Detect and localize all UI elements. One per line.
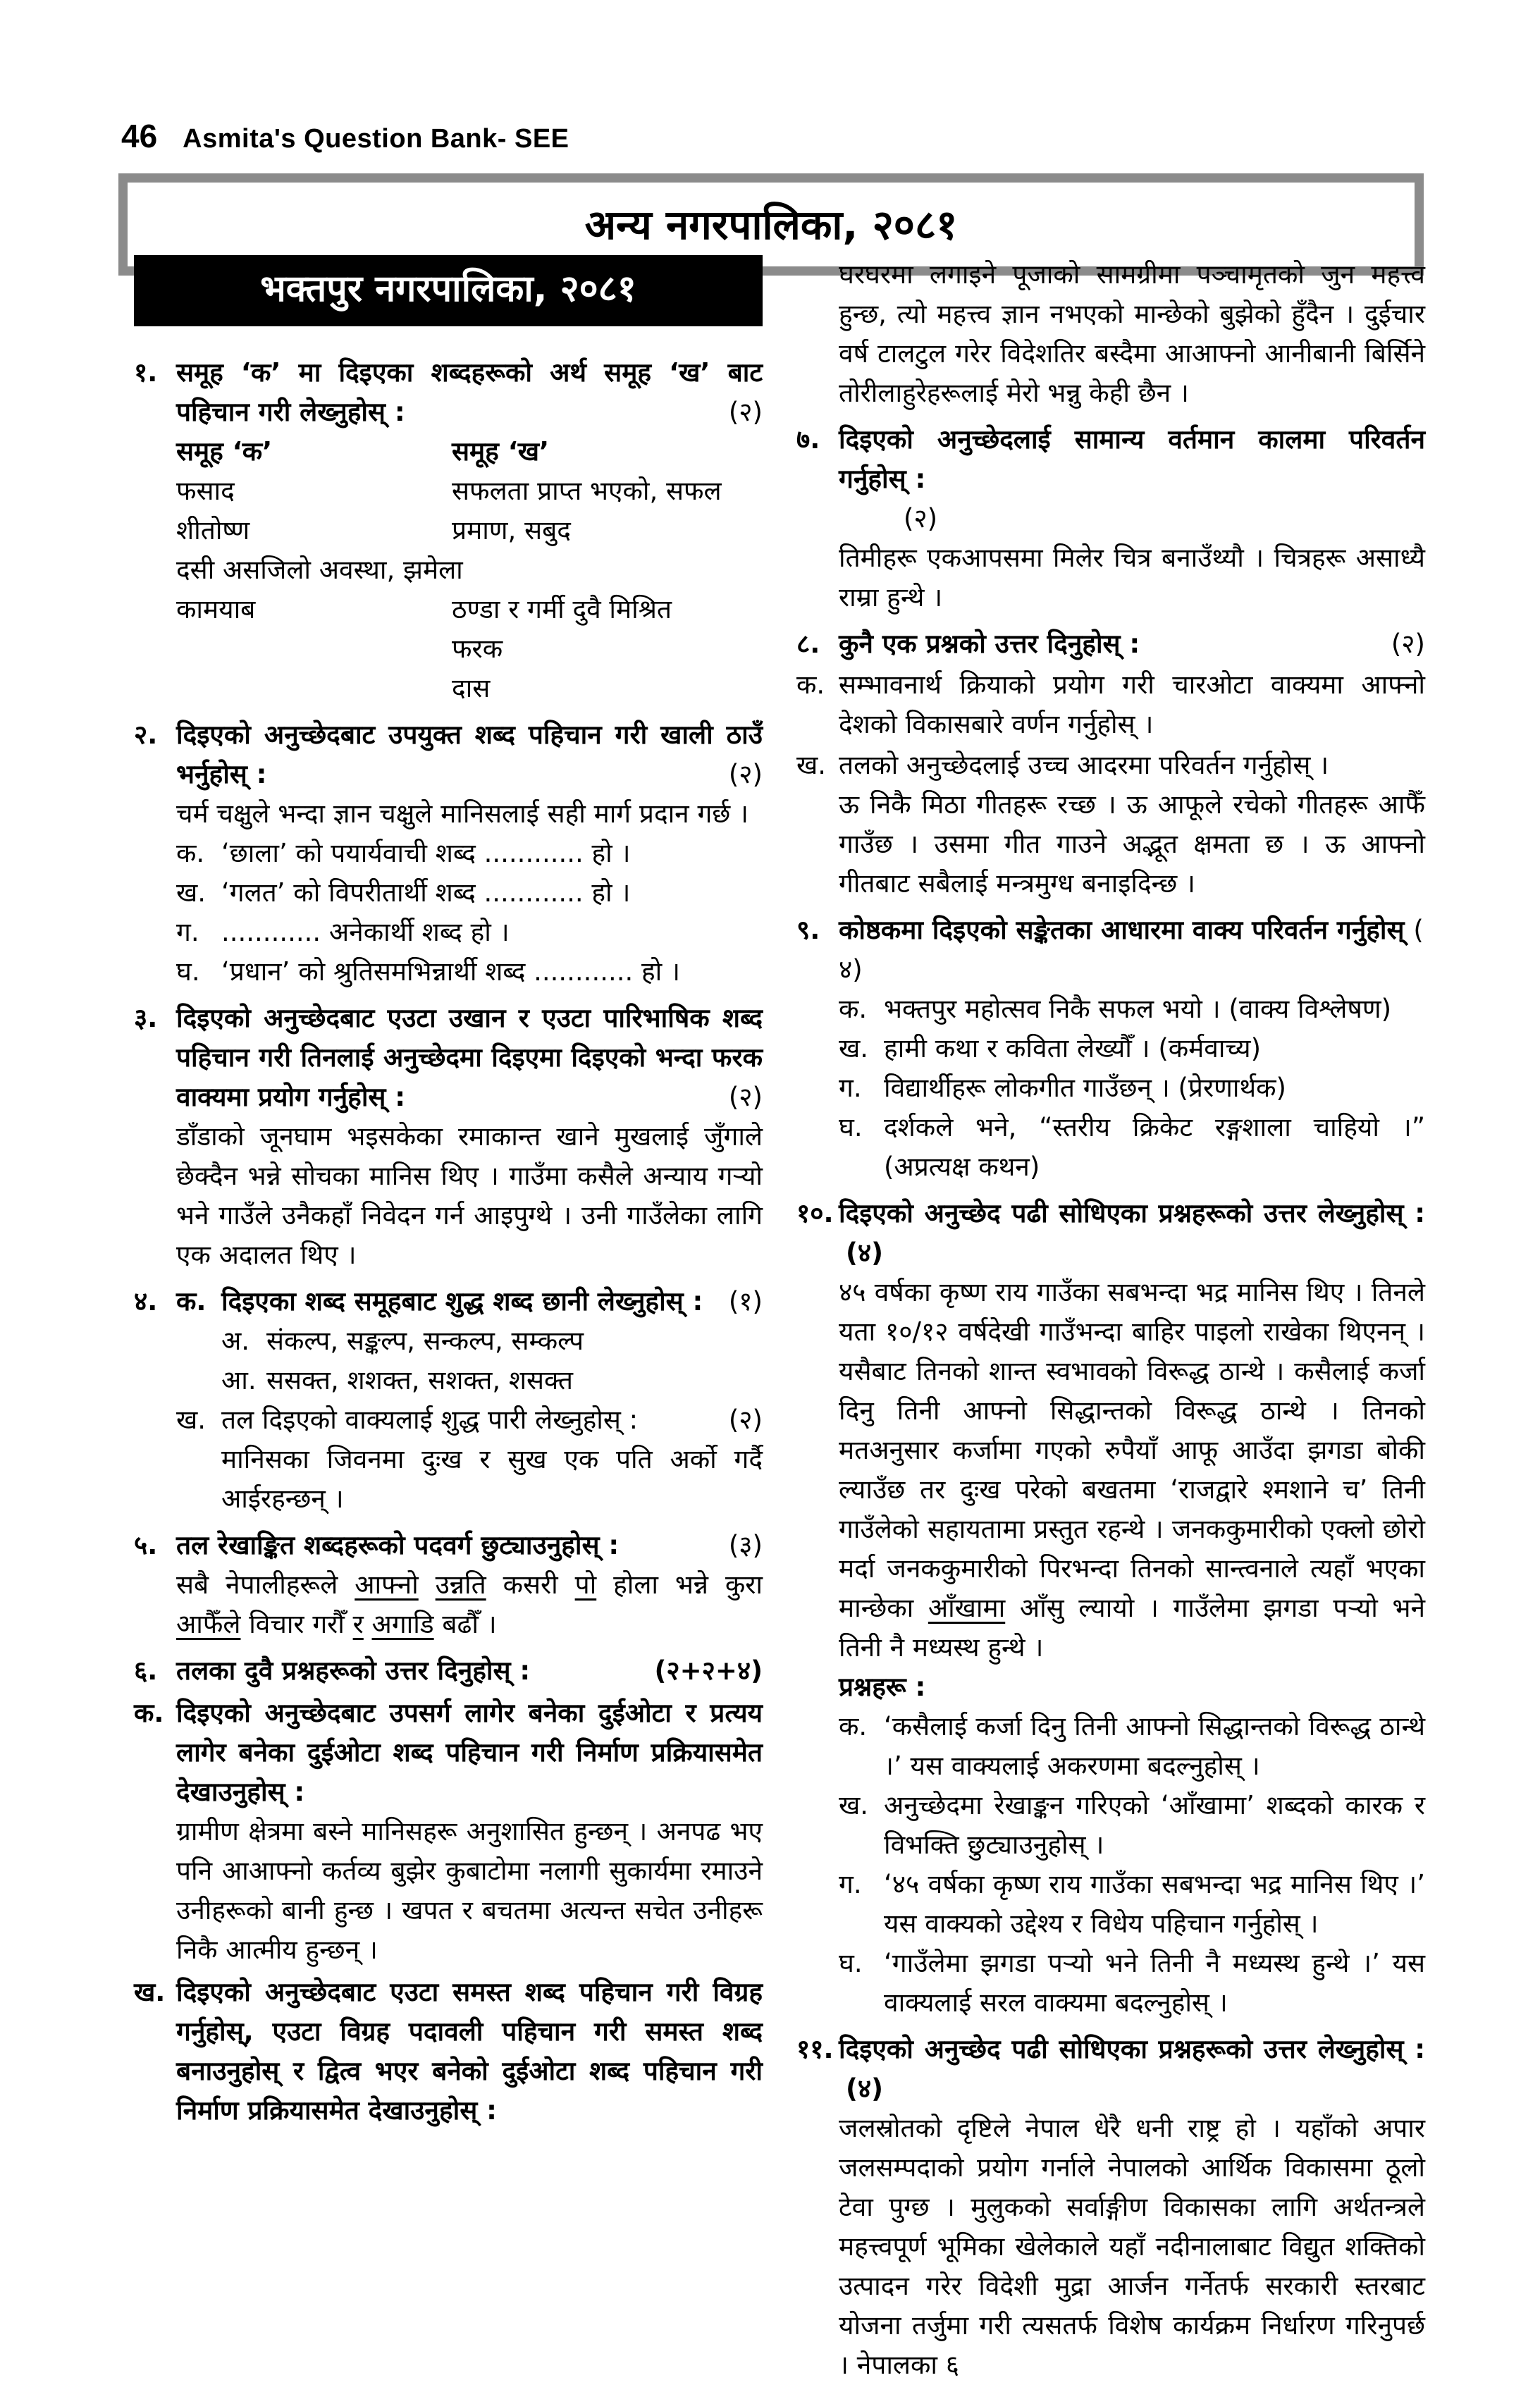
question-2-heading xyxy=(176,715,763,794)
underlined-word: उन्नति xyxy=(435,1570,486,1600)
question-2-marks: (२) xyxy=(728,759,763,789)
question-2-item-ga xyxy=(176,913,763,952)
question-7-passage: तिमीहरू एकआपसमा मिलेर चित्र बनाउँथ्यौ । चित्रहरू असाध्यै राम्रा हुन्थे । xyxy=(839,543,1425,612)
item-text: दर्शकले भने, “स्तरीय क्रिकेट रङ्गशाला चाहियो ।” (अप्रत्यक्ष कथन) xyxy=(884,1112,1425,1182)
book-title: Asmita's Question Bank- SEE xyxy=(183,124,569,154)
question-10-subheading: प्रश्नहरू : xyxy=(839,1672,926,1702)
question-6-part-ka xyxy=(134,1694,763,1970)
item-letter: ग. xyxy=(839,1073,862,1103)
question-7 xyxy=(796,420,1425,617)
question-4a-heading xyxy=(221,1282,763,1321)
question-8-heading xyxy=(839,624,1425,664)
match-cell-a: कामयाब xyxy=(176,594,256,624)
question-8-number: ८. xyxy=(796,629,820,659)
question-6-marks: (२+२+४) xyxy=(654,1656,763,1686)
item-letter: ख. xyxy=(176,877,207,908)
question-2-item-gha xyxy=(176,952,763,992)
item-text: ‘गाउँलेमा झगडा पऱ्यो भने तिनी नै मध्यस्थ हुन्थे ।’ यस वाक्यलाई सरल वाक्यमा बदल्नुहोस् । xyxy=(884,1948,1425,2018)
right-column xyxy=(796,255,1425,2392)
question-11-passage: जलस्रोतको दृष्टिले नेपाल धेरै धनी राष्ट्र हो । यहाँको अपार जलसम्पदाको प्रयोग गर्नाले नेपालको आर्थिक विकासमा ठूलो टेवा पुग्छ । मुलुकको सर्वाङ्गीण विकासका लागि अर्थतन्त्रले महत्त्वपूर्ण भूमिका खेलेकाले यहाँ नदीनालाबाट विद्युत शक्तिको उत्पादन गरेर विदेशी मुद्रा आर्जन गर्नेतर्फ सरकारी स्तरबाट योजना तर्जुमा गरी त्यसतर्फ विशेष कार्यक्रम निर्धारण गरिनुपर्छ । नेपालका ६ xyxy=(839,2113,1425,2380)
question-9-item-kha xyxy=(839,1029,1425,1068)
intro-gutter xyxy=(796,255,839,413)
match-cell-b: दास xyxy=(452,673,491,703)
question-2-passage: चर्म चक्षुले भन्दा ज्ञान चक्षुले मानिसलाई सही मार्ग प्रदान गर्छ । xyxy=(176,799,749,829)
section-title: भक्तपुर नगरपालिका, २०८१ xyxy=(260,268,636,310)
question-8-part-kha xyxy=(796,746,1425,904)
match-col-b-header: समूह ‘ख’ xyxy=(452,436,550,467)
question-8-heading-text: कुनै एक प्रश्नको उत्तर दिनुहोस् : xyxy=(839,629,1140,659)
underlined-word: आँखामा xyxy=(928,1593,1006,1623)
item-text: भक्तपुर महोत्सव निकै सफल भयो । (वाक्य विश्लेषण) xyxy=(884,994,1392,1024)
question-8a-text: सम्भावनार्थ क्रियाको प्रयोग गरी चारओटा वाक्यमा आफ्नो देशको विकासबारे वर्णन गर्नुहोस् । xyxy=(839,670,1425,739)
question-10-content xyxy=(839,1194,1425,2023)
item-letter: क. xyxy=(176,838,205,868)
question-8b-text: तलको अनुच्छेदलाई उच्च आदरमा परिवर्तन गर्नुहोस् । xyxy=(839,750,1329,780)
question-5-marks: (३) xyxy=(728,1530,763,1560)
question-8-content xyxy=(839,624,1425,664)
question-6a-passage: ग्रामीण क्षेत्रमा बस्ने मानिसहरू अनुशासित हुन्छन् । अनपढ भए पनि आआफ्नो कर्तव्य बुझेर कुबाटोमा नलागी सुकार्यमा रमाउने उनीहरूको बानी हुन्छ । खपत र बचतमा अत्यन्त सचेत उनीहरू निकै आत्मीय हुन्छन् । xyxy=(176,1816,763,1965)
page-number: 46 xyxy=(121,118,158,154)
question-4-part-ka xyxy=(176,1282,763,1400)
question-4 xyxy=(134,1282,763,1519)
question-8-part-ka xyxy=(796,665,1425,744)
question-10-heading-text: दिइएको अनुच्छेद पढी सोधिएका प्रश्नहरूको उत्तर लेख्नुहोस् : xyxy=(839,1198,1425,1228)
item-letter: ख. xyxy=(839,1790,869,1820)
question-5-sentence xyxy=(176,1565,763,1644)
match-row xyxy=(176,471,763,511)
question-4a-item-aa xyxy=(221,1361,763,1400)
match-row xyxy=(176,511,763,550)
question-11 xyxy=(796,2030,1425,2385)
part-content xyxy=(839,665,1425,744)
question-3-content xyxy=(176,999,763,1275)
question-5-content xyxy=(176,1526,763,1644)
item-letter: ग. xyxy=(176,917,199,947)
question-6b-heading: दिइएको अनुच्छेदबाट एउटा समस्त शब्द पहिचान गरी विग्रह गर्नुहोस्, एउटा विग्रह पदावली पहिचान गरी समस्त शब्द बनाउनुहोस् र द्वित्व भएर बनेको दुईओटा शब्द पहिचान गरी निर्माण प्रक्रियासमेत देखाउनुहोस् : xyxy=(176,1977,763,2126)
question-2-content xyxy=(176,715,763,992)
item-text: हामी कथा र कविता लेख्यौँ । (कर्मवाच्य) xyxy=(884,1033,1262,1064)
passage-part: ४५ वर्षका कृष्ण राय गाउँका सबभन्दा भद्र मानिस थिए । तिनले यता १०/१२ वर्षदेखी गाउँभन्दा बाहिर पाइलो राखेका थिएनन् । यसैबाट तिनको शान्त स्वभावको विरूद्ध ठान्थे । कसैलाई कर्जा दिनु तिनी आफ्नो सिद्धान्तको विरूद्ध ठान्थे । तिनको मतअनुसार कर्जामा गएको रुपैयाँ आफू आउँदा झगडा बोकी ल्याउँछ तर दुःख परेको बखतमा ‘राजद्वारे श्मशाने च’ तिनी गाउँलेको सहायतामा प्रस्तुत रहन्थे । जनककुमारीको एक्लो छोरो मर्दा जनककुमारीको पिरभन्दा तिनको सान्त्वनाले त्यहाँ भएका मान्छेका xyxy=(839,1277,1425,1623)
part-letter: क. xyxy=(134,1698,164,1728)
match-cell-a: दसी असजिलो अवस्था, झमेला xyxy=(176,555,463,585)
question-3-marks: (२) xyxy=(728,1082,763,1112)
section-title-bar xyxy=(134,255,763,326)
question-10-item-kha xyxy=(839,1786,1425,1865)
item-text: ‘छाला’ को पयार्यवाची शब्द ............ हो । xyxy=(221,838,631,868)
question-2-item-kha xyxy=(176,873,763,913)
question-3-heading xyxy=(176,999,763,1117)
question-4a-item-a xyxy=(221,1321,763,1361)
item-text: ‘कसैलाई कर्जा दिनु तिनी आफ्नो सिद्धान्तको विरूद्ध ठान्थे ।’ यस वाक्यलाई अकरणमा बदल्नुहोस् । xyxy=(884,1711,1425,1781)
sentence-part: होला भन्ने कुरा xyxy=(596,1570,763,1600)
item-letter: क. xyxy=(839,994,868,1024)
item-letter: ख. xyxy=(839,1033,869,1064)
sentence-part xyxy=(364,1609,372,1639)
question-9-marks-close: ४) xyxy=(839,954,863,985)
question-4b-sentence: मानिसका जिवनमा दुःख र सुख एक पति अर्को गर्दै आईरहन्छन् । xyxy=(221,1444,763,1514)
question-5-heading xyxy=(176,1526,763,1565)
item-text: ‘४५ वर्षका कृष्ण राय गाउँका सबभन्दा भद्र मानिस थिए ।’ यस वाक्यको उद्देश्य र विधेय पहिचान गर्नुहोस् । xyxy=(884,1869,1425,1939)
question-1 xyxy=(134,353,763,708)
item-text: ‘गलत’ को विपरीतार्थी शब्द ............ हो । xyxy=(221,877,631,908)
question-5 xyxy=(134,1526,763,1644)
question-5-heading-text: तल रेखाङ्कित शब्दहरूको पदवर्ग छुट्याउनुहोस् : xyxy=(176,1530,620,1560)
question-6-content xyxy=(176,1651,763,1691)
question-9-number: ९. xyxy=(796,915,820,945)
question-4b-heading xyxy=(221,1400,763,1440)
sentence-part xyxy=(419,1570,436,1600)
part-content xyxy=(176,1973,763,2131)
part-letter: ख. xyxy=(796,750,827,780)
part-content xyxy=(839,746,1425,904)
question-10-number: १०. xyxy=(796,1198,834,1228)
match-cell-b: फरक xyxy=(452,634,503,664)
item-text: ससक्त, शशक्त, सशक्त, शसक्त xyxy=(266,1365,573,1395)
match-table-header-row xyxy=(176,432,763,471)
question-4-content xyxy=(176,1282,763,1519)
match-cell-a xyxy=(176,669,452,708)
question-9-item-ka xyxy=(839,990,1425,1029)
question-3-number: ३. xyxy=(134,1003,158,1033)
match-col-a-header: समूह ‘क’ xyxy=(176,436,273,467)
question-7-content xyxy=(839,420,1425,617)
match-row xyxy=(176,629,763,669)
passage-part: आँसु ल्यायो । गाउँलेमा झगडा पऱ्यो भने तिनी नै मध्यस्थ हुन्थे । xyxy=(839,1593,1425,1663)
question-9-content xyxy=(839,911,1425,1187)
question-5-number: ५. xyxy=(134,1530,158,1560)
item-letter: घ. xyxy=(176,956,200,987)
match-cell-b: सफलता प्राप्त भएको, सफल xyxy=(452,476,722,506)
question-11-content xyxy=(839,2030,1425,2385)
item-letter: ग. xyxy=(839,1869,862,1899)
question-11-heading-text: दिइएको अनुच्छेद पढी सोधिएका प्रश्नहरूको उत्तर लेख्नुहोस् : xyxy=(839,2034,1425,2064)
item-letter: अ. xyxy=(221,1326,250,1356)
sentence-part: बढौँ । xyxy=(433,1609,497,1639)
question-4a-marks: (१) xyxy=(728,1286,763,1317)
item-letter: घ. xyxy=(839,1948,863,1978)
question-1-number: १. xyxy=(134,357,158,388)
question-8b-passage: ऊ निकै मिठा गीतहरू रच्छ । ऊ आफूले रचेको गीतहरू आफैँ गाउँछ । उसमा गीत गाउने अद्भूत क्षमता छ । ऊ आफ्नो गीतबाट सबैलाई मन्त्रमुग्ध बनाइदिन्छ । xyxy=(839,789,1425,899)
question-9-heading-text: कोष्ठकमा दिइएको सङ्केतका आधारमा वाक्य परिवर्तन गर्नुहोस् xyxy=(839,915,1405,945)
question-1-heading-text: समूह ‘क’ मा दिइएका शब्दहरूको अर्थ समूह ‘ख’ बाट पहिचान गरी लेख्नुहोस् : xyxy=(176,357,763,427)
question-6 xyxy=(134,1651,763,1691)
match-cell-a xyxy=(176,629,452,669)
intro-paragraph: घरघरमा लगाइने पूजाको सामग्रीमा पञ्चामृतको जुन महत्त्व हुन्छ, त्यो महत्त्व ज्ञान नभएको मान्छेको बुझेको हुँदैन । दुईचार वर्ष टालटुल गरेर विदेशतिर बस्दैमा आआफ्नो आनीबानी बिर्सिने तोरीलाहुरेहरूलाई मेरो भन्नु केही छैन । xyxy=(839,259,1425,408)
match-cell-b: ठण्डा र गर्मी दुवै मिश्रित xyxy=(452,594,672,624)
match-row xyxy=(176,590,763,629)
question-2-item-ka xyxy=(176,834,763,873)
question-11-marks: (४) xyxy=(846,2073,884,2104)
question-6-heading xyxy=(176,1651,763,1691)
question-9-marks-open: ( xyxy=(1413,915,1424,945)
question-6-heading-text: तलका दुवै प्रश्नहरूको उत्तर दिनुहोस् : xyxy=(176,1656,531,1686)
question-1-heading xyxy=(176,353,763,432)
question-6-number: ६. xyxy=(134,1656,158,1686)
match-cell-a: फसाद xyxy=(176,476,235,506)
part-content xyxy=(221,1400,763,1519)
question-9-item-ga xyxy=(839,1068,1425,1108)
intro-content xyxy=(839,255,1425,413)
question-11-number: ११. xyxy=(796,2034,834,2064)
intro-paragraph-block xyxy=(796,255,1425,413)
page-header xyxy=(121,117,569,155)
question-3-heading-text: दिइएको अनुच्छेदबाट एउटा उखान र एउटा पारिभाषिक शब्द पहिचान गरी तिनलाई अनुच्छेदमा दिइएमा दिइएको भन्दा फरक वाक्यमा प्रयोग गर्नुहोस् : xyxy=(176,1003,763,1112)
question-4-number: ४. xyxy=(134,1286,158,1317)
item-text: ‘प्रधान’ को श्रुतिसमभिन्नार्थी शब्द ............ हो । xyxy=(221,956,681,987)
question-4b-heading-text: तल दिइएको वाक्यलाई शुद्ध पारी लेख्नुहोस् : xyxy=(221,1405,639,1435)
question-4b-marks: (२) xyxy=(728,1405,763,1435)
underlined-word: अगाडि xyxy=(371,1609,434,1639)
question-2 xyxy=(134,715,763,992)
part-letter: ख. xyxy=(176,1405,207,1435)
match-table xyxy=(176,432,763,708)
question-3 xyxy=(134,999,763,1275)
match-cell-a: शीतोष्ण xyxy=(176,515,250,545)
question-7-heading: दिइएको अनुच्छेदलाई सामान्य वर्तमान कालमा परिवर्तन गर्नुहोस् : xyxy=(839,424,1425,494)
question-8-marks: (२) xyxy=(1391,629,1425,659)
question-7-marks: (२) xyxy=(904,503,938,534)
left-column xyxy=(134,255,763,2392)
sentence-part: विचार गरौँ xyxy=(240,1609,353,1639)
part-content xyxy=(221,1282,763,1400)
item-text: विद्यार्थीहरू लोकगीत गाउँछन् । (प्रेरणार्थक) xyxy=(884,1073,1286,1103)
question-10-item-ka xyxy=(839,1707,1425,1786)
sentence-part: सबै नेपालीहरूले xyxy=(176,1570,355,1600)
question-9-heading xyxy=(839,911,1425,950)
question-10 xyxy=(796,1194,1425,2023)
question-11-heading xyxy=(839,2030,1425,2109)
question-3-passage: डाँडाको जूनघाम भइसकेका रमाकान्त खाने मुखलाई जुँगाले छेक्दैन भन्ने सोचका मानिस थिए । गाउँमा कसैले अन्याय गऱ्यो भने गाउँले उनैकहाँ निवेदन गर्न आइपुग्थे । उनी गाउँलेका लागि एक अदालत थिए । xyxy=(176,1121,763,1270)
item-text: संकल्प, सङ्कल्प, सन्कल्प, सम्कल्प xyxy=(266,1326,584,1356)
question-6-part-kha xyxy=(134,1973,763,2131)
question-8 xyxy=(796,624,1425,664)
question-10-item-gha xyxy=(839,1944,1425,2023)
item-letter: घ. xyxy=(839,1112,863,1142)
question-2-heading-text: दिइएको अनुच्छेदबाट उपयुक्त शब्द पहिचान गरी खाली ठाउँ भर्नुहोस् : xyxy=(176,720,763,789)
underlined-word: पो xyxy=(574,1570,597,1600)
part-letter: क. xyxy=(176,1286,207,1317)
question-4a-heading-text: दिइएका शब्द समूहबाट शुद्ध शब्द छानी लेख्नुहोस् : xyxy=(221,1286,703,1317)
item-text: अनुच्छेदमा रेखाङ्कन गरिएको ‘आँखामा’ शब्दको कारक र विभक्ति छुट्याउनुहोस् । xyxy=(884,1790,1425,1860)
match-row xyxy=(176,550,763,590)
question-10-heading xyxy=(839,1194,1425,1273)
underlined-word: आफ्नो xyxy=(355,1570,419,1600)
question-1-marks: (२) xyxy=(728,397,763,427)
item-letter: आ. xyxy=(221,1365,257,1395)
sentence-part: कसरी xyxy=(486,1570,575,1600)
question-4-part-kha xyxy=(176,1400,763,1519)
question-9-item-gha xyxy=(839,1108,1425,1187)
item-text: ............ अनेकार्थी शब्द हो । xyxy=(221,917,510,947)
question-10-passage xyxy=(839,1273,1425,1667)
part-letter: क. xyxy=(796,670,825,700)
underlined-word: आफैँले xyxy=(176,1609,241,1639)
question-6a-heading: दिइएको अनुच्छेदबाट उपसर्ग लागेर बनेका दुईओटा र प्रत्यय लागेर बनेका दुईओटा शब्द पहिचान गरी निर्माण प्रक्रियासमेत देखाउनुहोस् : xyxy=(176,1698,763,1807)
question-2-number: २. xyxy=(134,720,158,750)
question-9 xyxy=(796,911,1425,1187)
question-10-marks: (४) xyxy=(846,1238,884,1268)
part-content xyxy=(176,1694,763,1970)
two-column-layout xyxy=(134,255,1425,2392)
question-10-item-ga xyxy=(839,1865,1425,1944)
match-cell-b: प्रमाण, सबुद xyxy=(452,515,571,545)
match-row xyxy=(176,669,763,708)
question-1-content xyxy=(176,353,763,708)
item-letter: क. xyxy=(839,1711,868,1741)
question-7-number: ७. xyxy=(796,424,820,455)
exam-banner-title: अन्य नगरपालिका, २०८१ xyxy=(584,201,958,249)
part-letter: ख. xyxy=(134,1977,166,2007)
underlined-word: र xyxy=(352,1609,364,1639)
